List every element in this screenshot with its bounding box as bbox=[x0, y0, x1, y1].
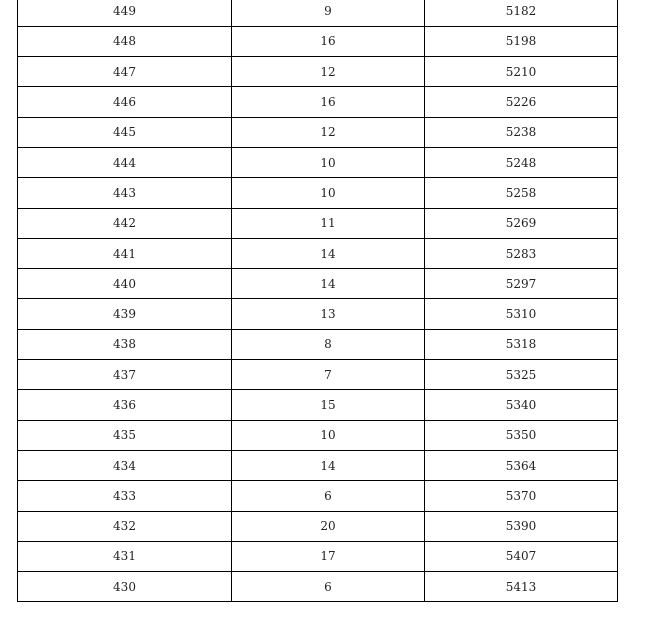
table-row bbox=[18, 299, 618, 329]
count-cell: 11 bbox=[232, 208, 425, 238]
count-cell: 14 bbox=[232, 269, 425, 299]
count-cell: 15 bbox=[232, 390, 425, 420]
score-cell: 439 bbox=[18, 299, 232, 329]
cumulative-cell: 5407 bbox=[425, 541, 618, 571]
cumulative-cell: 5238 bbox=[425, 117, 618, 147]
score-cell: 432 bbox=[18, 511, 232, 541]
table-body bbox=[18, 0, 618, 602]
count-cell: 10 bbox=[232, 420, 425, 450]
table-row bbox=[18, 147, 618, 177]
score-cell: 448 bbox=[18, 26, 232, 56]
count-cell: 10 bbox=[232, 147, 425, 177]
table-row bbox=[18, 329, 618, 359]
table-row bbox=[18, 541, 618, 571]
score-cell: 445 bbox=[18, 117, 232, 147]
count-cell: 12 bbox=[232, 117, 425, 147]
table-row bbox=[18, 208, 618, 238]
score-cell: 443 bbox=[18, 178, 232, 208]
score-cell: 444 bbox=[18, 147, 232, 177]
table-row bbox=[18, 360, 618, 390]
score-cell: 437 bbox=[18, 360, 232, 390]
cumulative-cell: 5318 bbox=[425, 329, 618, 359]
table-row bbox=[18, 57, 618, 87]
count-cell: 17 bbox=[232, 541, 425, 571]
table-row bbox=[18, 511, 618, 541]
table-row bbox=[18, 572, 618, 602]
count-cell: 8 bbox=[232, 329, 425, 359]
table-row bbox=[18, 269, 618, 299]
cumulative-cell: 5350 bbox=[425, 420, 618, 450]
table-row bbox=[18, 420, 618, 450]
table-row bbox=[18, 87, 618, 117]
score-cell: 446 bbox=[18, 87, 232, 117]
cumulative-cell: 5210 bbox=[425, 57, 618, 87]
table-row bbox=[18, 26, 618, 56]
table-row bbox=[18, 117, 618, 147]
cumulative-cell: 5283 bbox=[425, 238, 618, 268]
score-cell: 436 bbox=[18, 390, 232, 420]
count-cell: 6 bbox=[232, 572, 425, 602]
cumulative-cell: 5325 bbox=[425, 360, 618, 390]
score-cell: 430 bbox=[18, 572, 232, 602]
score-cell: 435 bbox=[18, 420, 232, 450]
cumulative-cell: 5390 bbox=[425, 511, 618, 541]
cumulative-cell: 5269 bbox=[425, 208, 618, 238]
count-cell: 14 bbox=[232, 238, 425, 268]
count-cell: 12 bbox=[232, 57, 425, 87]
cumulative-cell: 5248 bbox=[425, 147, 618, 177]
table-row bbox=[18, 390, 618, 420]
count-cell: 10 bbox=[232, 178, 425, 208]
count-cell: 7 bbox=[232, 360, 425, 390]
score-cell: 441 bbox=[18, 238, 232, 268]
cumulative-cell: 5340 bbox=[425, 390, 618, 420]
count-cell: 14 bbox=[232, 450, 425, 480]
score-cell: 433 bbox=[18, 481, 232, 511]
count-cell: 9 bbox=[232, 0, 425, 26]
table-row bbox=[18, 178, 618, 208]
score-cell: 434 bbox=[18, 450, 232, 480]
score-cell: 440 bbox=[18, 269, 232, 299]
count-cell: 16 bbox=[232, 26, 425, 56]
cumulative-cell: 5370 bbox=[425, 481, 618, 511]
cumulative-cell: 5226 bbox=[425, 87, 618, 117]
score-cell: 447 bbox=[18, 57, 232, 87]
cumulative-cell: 5297 bbox=[425, 269, 618, 299]
cumulative-cell: 5198 bbox=[425, 26, 618, 56]
cumulative-cell: 5258 bbox=[425, 178, 618, 208]
score-distribution-table bbox=[17, 0, 618, 602]
cumulative-cell: 5182 bbox=[425, 0, 618, 26]
cumulative-cell: 5413 bbox=[425, 572, 618, 602]
score-cell: 442 bbox=[18, 208, 232, 238]
table-row bbox=[18, 481, 618, 511]
table-row bbox=[18, 238, 618, 268]
score-cell: 438 bbox=[18, 329, 232, 359]
score-cell: 449 bbox=[18, 0, 232, 26]
cumulative-cell: 5364 bbox=[425, 450, 618, 480]
count-cell: 6 bbox=[232, 481, 425, 511]
cumulative-cell: 5310 bbox=[425, 299, 618, 329]
count-cell: 13 bbox=[232, 299, 425, 329]
count-cell: 16 bbox=[232, 87, 425, 117]
count-cell: 20 bbox=[232, 511, 425, 541]
score-cell: 431 bbox=[18, 541, 232, 571]
table-row bbox=[18, 450, 618, 480]
table-row bbox=[18, 0, 618, 26]
